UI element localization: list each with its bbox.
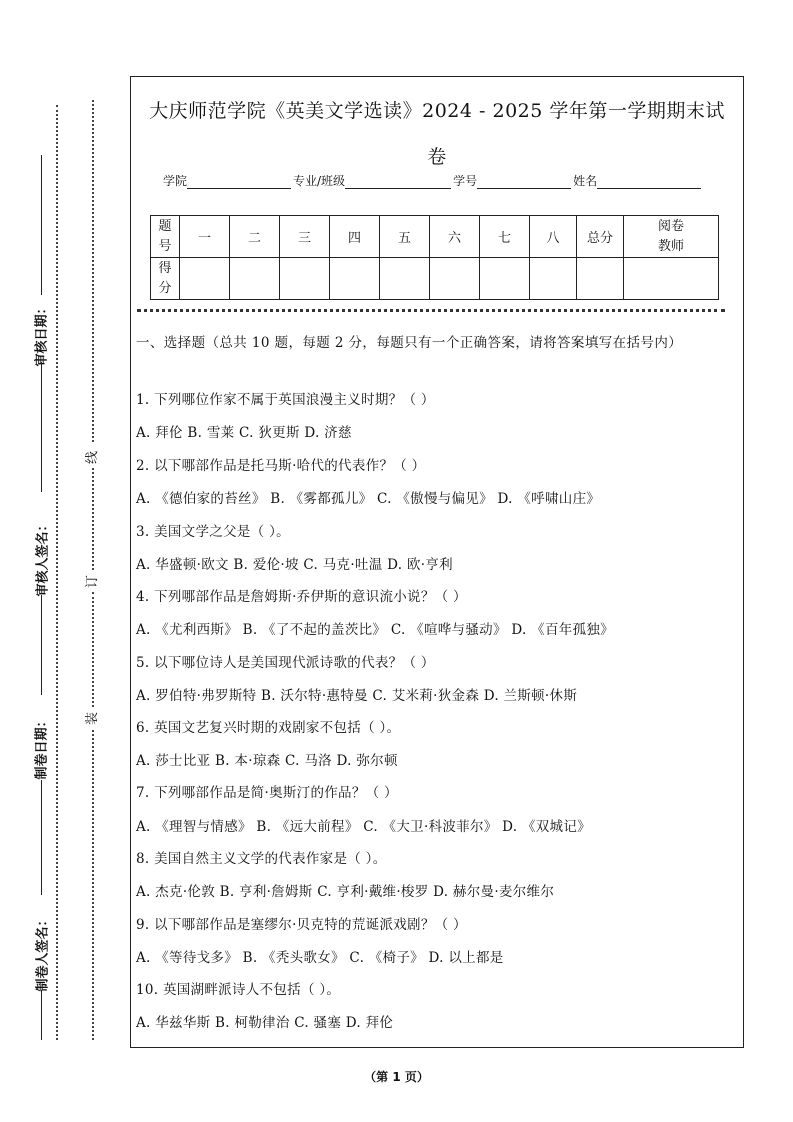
question-1: 1. 下列哪位作家不属于英国浪漫主义时期？（ ）: [136, 392, 435, 408]
question-7-options: A. 《理智与情感》 B. 《远大前程》 C. 《大卫·科波菲尔》 D. 《双城记》: [136, 819, 591, 835]
score-cell-7[interactable]: [480, 258, 530, 300]
binding-dotted-line-2: [92, 468, 94, 570]
question-8: 8. 美国自然主义文学的代表作家是（ ）。: [136, 851, 387, 867]
signer-line-1: [41, 155, 42, 295]
signer-line-2: [41, 362, 42, 492]
question-6: 6. 英国文艺复兴时期的戏剧家不包括（ ）。: [136, 720, 401, 736]
col-7: 七: [480, 216, 530, 258]
col-3: 三: [280, 216, 330, 258]
section-heading: 一、选择题（总共 10 题，每题 2 分，每题只有一个正确答案，请将答案填写在括号内）: [136, 335, 683, 351]
college-field[interactable]: [187, 174, 291, 189]
college-label: 学院: [163, 174, 188, 188]
col-2: 二: [230, 216, 280, 258]
paper-date-label: 制卷日期：: [34, 714, 50, 780]
question-4: 4. 下列哪部作品是詹姆斯·乔伊斯的意识流小说？（ ）: [136, 589, 467, 605]
paper-maker-signature-label: 制卷人签名：: [35, 913, 51, 992]
question-4-options: A. 《尤利西斯》 B. 《了不起的盖茨比》 C. 《喧哗与骚动》 D. 《百年孤独》: [136, 622, 614, 638]
question-10: 10. 英国湖畔派诗人不包括（ ）。: [136, 982, 341, 998]
score-label: 得分: [151, 258, 180, 300]
question-10-options: A. 华兹华斯 B. 柯勒律治 C. 骚塞 D. 拜伦: [136, 1015, 394, 1031]
exam-title-line-2: 卷: [427, 146, 447, 168]
question-8-options: A. 杰克·伦敦 B. 亨利·詹姆斯 C. 亨利·戴维·梭罗 D. 赫尔曼·麦尔维尔: [136, 884, 555, 900]
score-table-header-row: [151, 216, 719, 258]
question-number-label: 题号: [151, 216, 180, 258]
score-cell-4[interactable]: [330, 258, 380, 300]
major-class-field[interactable]: [345, 174, 451, 189]
name-label: 姓名: [573, 174, 598, 188]
question-3-options: A. 华盛顿·欧文 B. 爱伦·坡 C. 马克·吐温 D. 欧·亨利: [136, 557, 453, 573]
page-number: （第 1 页）: [364, 1070, 429, 1084]
signer-line-3: [41, 595, 42, 695]
exam-title-line-1: 大庆师范学院《英美文学选读》2024 - 2025 学年第一学期期末试: [149, 100, 725, 122]
student-id-label: 学号: [453, 174, 478, 188]
question-6-options: A. 莎士比亚 B. 本·琼森 C. 马洛 D. 弥尔顿: [136, 753, 398, 769]
score-cell-2[interactable]: [230, 258, 280, 300]
col-5: 五: [380, 216, 430, 258]
binding-dotted-line-outer: [56, 105, 58, 1040]
col-8: 八: [530, 216, 577, 258]
question-9-options: A. 《等待戈多》 B. 《秃头歌女》 C. 《椅子》 D. 以上都是: [136, 950, 504, 966]
score-table: [150, 215, 719, 300]
review-date-label: 审核日期：: [34, 301, 50, 367]
score-cell-3[interactable]: [280, 258, 330, 300]
question-2: 2. 以下哪部作品是托马斯·哈代的代表作？（ ）: [136, 458, 426, 474]
student-info-row: [163, 172, 703, 189]
question-5-options: A. 罗伯特·弗罗斯特 B. 沃尔特·惠特曼 C. 艾米莉·狄金森 D. 兰斯顿·休斯: [136, 688, 578, 704]
binding-dotted-line-4: [92, 730, 94, 1040]
score-cell-6[interactable]: [430, 258, 480, 300]
question-1-options: A. 拜伦 B. 雪莱 C. 狄更斯 D. 济慈: [136, 425, 352, 441]
binding-dotted-line-3: [92, 592, 94, 707]
signer-line-4: [41, 780, 42, 895]
col-total: 总分: [577, 216, 624, 258]
exam-title: [130, 88, 744, 180]
question-7: 7. 下列哪部作品是简·奥斯汀的作品？（ ）: [136, 785, 398, 801]
question-9: 9. 以下哪部作品是塞缪尔·贝克特的荒诞派戏剧？（ ）: [136, 917, 467, 933]
score-cell-grader[interactable]: [624, 258, 719, 300]
student-id-field[interactable]: [477, 174, 571, 189]
section-separator: [137, 309, 725, 312]
score-cell-total[interactable]: [577, 258, 624, 300]
signer-line-5: [41, 990, 42, 1040]
col-1: 一: [180, 216, 230, 258]
col-grader: 阅卷教师: [624, 216, 719, 258]
name-field[interactable]: [597, 174, 701, 189]
binding-char-ding: 订: [85, 574, 101, 589]
score-cell-5[interactable]: [380, 258, 430, 300]
question-5: 5. 以下哪位诗人是美国现代派诗歌的代表？（ ）: [136, 655, 435, 671]
score-cell-8[interactable]: [530, 258, 577, 300]
col-4: 四: [330, 216, 380, 258]
binding-char-zhuang: 装: [85, 711, 101, 726]
score-cell-1[interactable]: [180, 258, 230, 300]
question-2-options: A. 《德伯家的苔丝》 B. 《雾都孤儿》 C. 《傲慢与偏见》 D. 《呼啸山庄》: [136, 491, 601, 507]
reviewer-signature-label: 审核人签名：: [35, 518, 51, 597]
col-6: 六: [430, 216, 480, 258]
binding-char-xian: 线: [85, 450, 101, 465]
binding-dotted-line-1: [92, 100, 94, 442]
question-3: 3. 美国文学之父是（ ）。: [136, 524, 290, 540]
major-class-label: 专业/班级: [293, 174, 346, 188]
score-table-score-row: [151, 258, 719, 300]
